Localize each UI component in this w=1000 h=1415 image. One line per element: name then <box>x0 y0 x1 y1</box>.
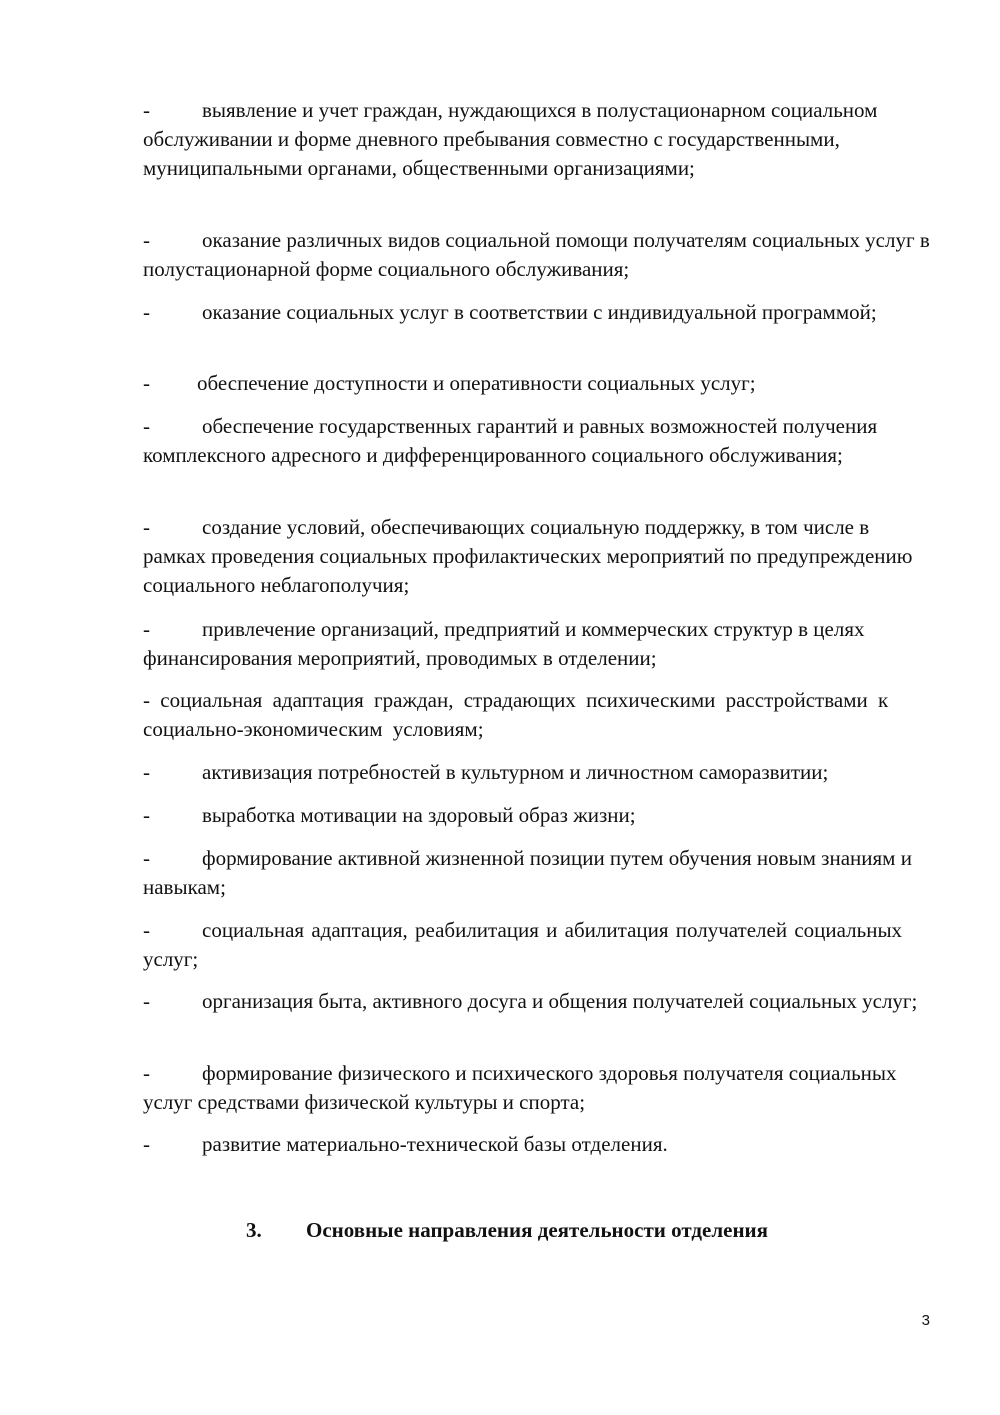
list-item <box>143 758 933 787</box>
page-number: 3 <box>921 1312 930 1329</box>
list-item <box>143 686 933 744</box>
list-item <box>143 615 933 673</box>
list-item-text: социальная адаптация граждан, страдающих психическими расстройствами к социально-экономическим условиям; <box>143 688 889 741</box>
list-dash: - <box>143 803 150 827</box>
list-item-text: активизация потребностей в культурном и личностном саморазвитии; <box>202 760 829 784</box>
list-item <box>143 226 933 284</box>
list-item-text: социальная адаптация, реабилитация и абилитация получателей социальных услуг; <box>143 918 903 971</box>
list-item <box>143 987 933 1016</box>
list-item <box>143 1059 933 1117</box>
section-title: Основные направления деятельности отделения <box>306 1218 768 1242</box>
list-dash: - <box>143 228 150 252</box>
list-dash: - <box>143 414 150 438</box>
list-dash: - <box>143 515 150 539</box>
list-dash: - <box>143 371 150 395</box>
list-dash: - <box>143 688 150 712</box>
list-item <box>143 1130 933 1159</box>
section-heading <box>246 1216 768 1245</box>
list-item-text: формирование активной жизненной позиции путем обучения новым знаниям и навыкам; <box>143 846 912 899</box>
list-item-text: формирование физического и психического здоровья получателя социальных услуг средствами физической культуры и спорта; <box>143 1061 897 1114</box>
list-item <box>143 801 933 830</box>
list-item <box>143 513 933 600</box>
list-dash: - <box>143 98 150 122</box>
list-item <box>143 96 933 183</box>
list-dash: - <box>143 989 150 1013</box>
list-item-text: развитие материально-технической базы отделения. <box>202 1132 668 1156</box>
list-dash: - <box>143 918 150 942</box>
list-item-text: выявление и учет граждан, нуждающихся в полустационарном социальном обслуживании и форме дневного пребывания совместно с государственными, муниципальными органами, общественными организациями; <box>143 98 878 180</box>
list-item-text: оказание различных видов социальной помощи получателям социальных услуг в полустационарной форме социального обслуживания; <box>143 228 930 281</box>
list-item-text: организация быта, активного досуга и общения получателей социальных услуг; <box>202 989 918 1013</box>
list-item-text: обеспечение государственных гарантий и равных возможностей получения комплексного адресного и дифференцированного социального обслуживания; <box>143 414 878 467</box>
list-dash: - <box>143 617 150 641</box>
list-item-text: создание условий, обеспечивающих социальную поддержку, в том числе в рамках проведения социальных профилактических мероприятий по предупреждению социального неблагополучия; <box>143 515 913 597</box>
list-item <box>143 916 933 974</box>
list-dash: - <box>143 760 150 784</box>
list-item-text: выработка мотивации на здоровый образ жизни; <box>202 803 636 827</box>
section-number: 3. <box>246 1218 262 1242</box>
list-item <box>143 844 933 902</box>
list-dash: - <box>143 846 150 870</box>
list-item-text: привлечение организаций, предприятий и коммерческих структур в целях финансирования мероприятий, проводимых в отделении; <box>143 617 865 670</box>
list-item <box>143 298 933 327</box>
list-dash: - <box>143 1061 150 1085</box>
list-item <box>143 412 933 470</box>
list-dash: - <box>143 1132 150 1156</box>
list-item-text: обеспечение доступности и оперативности социальных услуг; <box>197 371 756 395</box>
list-dash: - <box>143 300 150 324</box>
list-item <box>143 369 933 398</box>
list-item-text: оказание социальных услуг в соответствии с индивидуальной программой; <box>202 300 877 324</box>
